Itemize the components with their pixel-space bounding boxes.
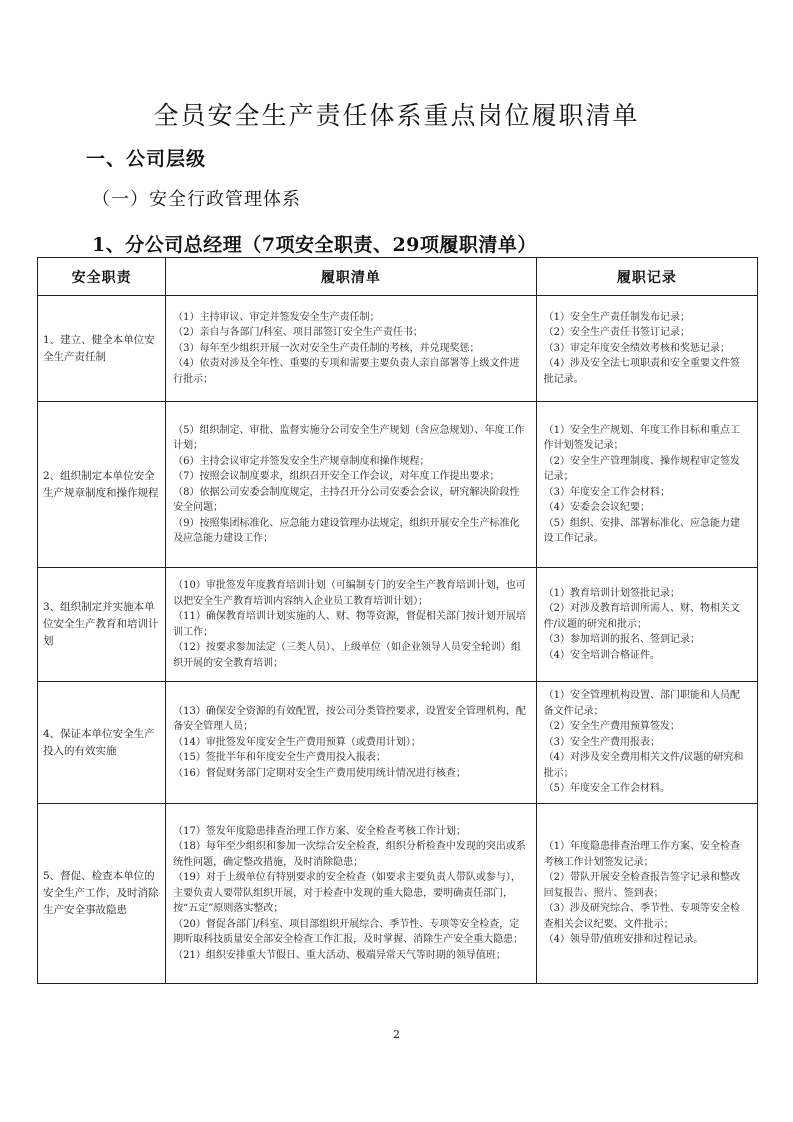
list-item: （21）组织安排重大节假日、重大活动、极端异常天气等时期的领导值班； [173,949,506,961]
record-item: （1）安全生产规划、年度工作目标和重点工作计划签发记录； [543,424,741,451]
list-item: （4）依责对涉及全年性、重要的专项和需要主要负责人亲自部署等上级文件进行批示； [173,358,520,385]
record-item: （5）组织、安排、部署标准化、应急能力建设工作记录。 [543,517,741,544]
page-number: 2 [393,1028,400,1041]
list-item: （9）按照集团标准化、应急能力建设管理办法规定，组织开展安全生产标准化及应急能力建设工作； [173,517,520,544]
list-item: （7）按照会议制度要求，组织召开安全工作会议，对年度工作提出要求； [173,471,500,482]
record-item: （2）对涉及教育培训所需人、财、物相关文件/议题的研究和批示； [543,603,741,630]
list-item: （17）签发年度隐患排查治理工作方案、安全检查考核工作计划； [173,825,466,837]
record-item: （5）年度安全工作会材料。 [543,783,671,795]
duty-table [37,257,758,984]
record-cell [536,402,757,568]
table-row [38,804,758,984]
record-item: （4）对涉及安全费用相关文件/议题的研究和批示； [543,752,744,779]
list-item: （3）每年至少组织开展一次对安全生产责任制的考核，并兑现奖惩； [173,342,480,354]
subsection-heading-admin-system: （一）安全行政管理体系 [92,189,301,210]
record-cell [536,296,757,402]
record-item: （3）年度安全工作会材料； [543,486,671,498]
duty-cell: 2、组织制定本单位安全生产规章制度和操作规程 [38,402,166,568]
record-item: （1）安全生产责任制发布记录； [543,311,691,323]
list-cell [166,402,537,568]
record-cell [536,804,757,984]
record-item: （3）参加培训的报名、签到记录； [543,634,701,646]
record-item: （2）安全生产责任书签订记录； [543,327,691,339]
list-item: （11）确保教育培训计划实施的人、财、物等资源，督促相关部门按计划开展培训工作； [173,611,526,638]
list-item: （8）依据公司安委会制度规定，主持召开分公司安委会会议，研究解决阶段性安全问题； [173,486,520,513]
record-item: （4）涉及安全法七项职责和安全重要文件签批记录。 [543,358,741,385]
list-cell [166,568,537,682]
record-item: （1）安全管理机构设置、部门职能和人员配备文件记录； [543,690,741,717]
table-header-row [38,258,758,296]
table-row [38,568,758,682]
document-title: 全员安全生产责任体系重点岗位履职清单 [153,101,640,130]
header-duty: 安全职责 [38,258,166,296]
record-item: （3）涉及研究综合、季节性、专项等安全检查相关会议纪要、文件批示； [543,903,741,930]
record-cell [536,568,757,682]
role-heading-general-manager: 1、分公司总经理（7项安全职责、29项履职清单） [92,234,537,256]
list-item: （20）督促各部门/科室、项目部组织开展综合、季节性、专项等安全检查，定期听取科技质量安全部安全检查工作汇报，及时掌握、消除生产安全重大隐患； [173,918,524,946]
table-row [38,296,758,402]
record-item: （2）带队开展安全检查报告签字记录和整改回复报告、照片、签到表； [543,872,741,899]
duty-cell: 3、组织制定并实施本单位安全生产教育和培训计划 [38,568,166,682]
list-item: （16）督促财务部门定期对安全生产费用使用统计情况进行核查； [173,767,466,779]
list-item: （18）每年至少组织和参加一次综合安全检查，组织分析检查中发现的突出或系统性问题，确定整改措施，及时消除隐患； [173,841,526,868]
list-item: （12）按要求参加法定（三类人员）、上级单位（如企业领导人员安全轮训）组织开展的安全教育培训； [173,642,521,669]
section-heading-company-level: 一、公司层级 [86,148,207,170]
list-item: （6）主持会议审定并签发安全生产规章制度和操作规程； [173,455,430,467]
duty-cell: 5、督促、检查本单位的安全生产工作，及时消除生产安全事故隐患 [38,804,166,984]
list-cell [166,682,537,804]
table-row [38,682,758,804]
list-item: （13）确保安全资源的有效配置，按公司分类管控要求，设置安全管理机构，配备安全管理人员； [173,705,526,733]
record-item: （4）安委会会议纪要； [543,502,651,513]
list-cell [166,804,537,984]
list-item: （1）主持审议、审定并签发安全生产责任制； [173,311,380,323]
record-item: （2）安全生产费用预算签发； [543,721,681,733]
list-item: （2）亲自与各部门/科室、项目部签订安全生产责任书； [173,327,423,339]
list-item: （10）审批签发年度教育培训计划（可编制专门的安全生产教育培训计划，也可以把安全生产教育培训内容纳入企业员工教育培训计划）； [173,580,526,607]
duty-cell: 1、建立、健全本单位安全生产责任制 [38,296,166,402]
record-item: （2）安全生产管理制度、操作规程审定签发记录； [543,455,741,482]
duty-cell: 4、保证本单位安全生产投入的有效实施 [38,682,166,804]
record-item: （1）年度隐患排查治理工作方案、安全检查考核工作计划签发记录； [543,841,741,868]
record-item: （4）领导带/值班安排和过程记录。 [543,934,704,946]
record-item: （4）安全培训合格证件。 [543,649,661,661]
header-records: 履职记录 [536,258,757,296]
record-item: （3）安全生产费用报表； [543,736,661,748]
table-row [38,402,758,568]
list-item: （19）对于上级单位有特别要求的安全检查（如要求主要负责人带队或参与），主要负责人要带队组织开展，对于检查中发现的重大隐患，要明确责任部门，按“五定”原则落实整改； [173,872,521,915]
record-item: （3）审定年度安全绩效考核和奖惩记录； [543,342,731,354]
header-list: 履职清单 [166,258,537,296]
list-item: （5）组织制定、审批、监督实施分公司安全生产规划（含应急规划）、年度工作计划； [173,424,525,451]
record-item: （1）教育培训计划签批记录； [543,587,681,599]
list-cell [166,296,537,402]
list-item: （15）签批半年和年度安全生产费用投入报表； [173,752,386,764]
list-item: （14）审批签发年度安全生产费用预算（或费用计划）； [173,736,421,748]
record-cell [536,682,757,804]
